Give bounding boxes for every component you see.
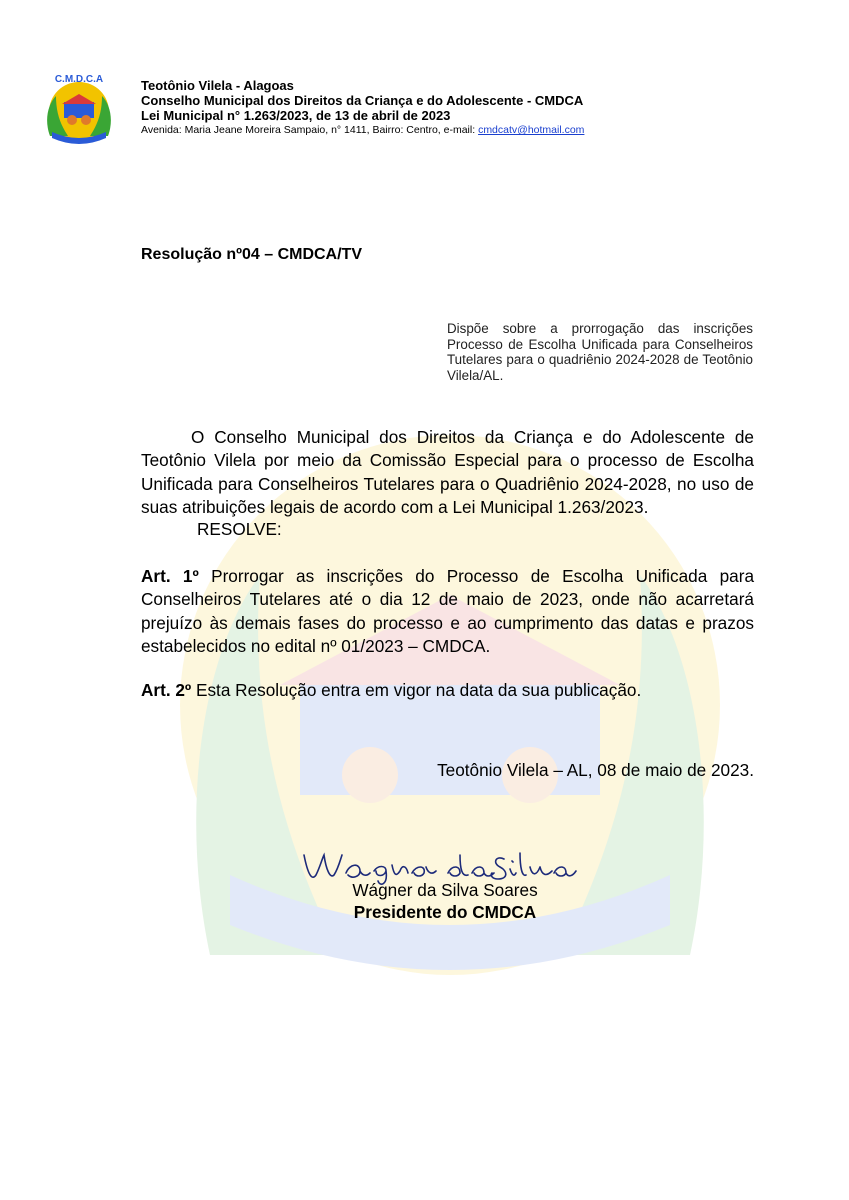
article-1-label: Art. 1º [141,566,199,586]
email-link[interactable]: cmdcatv@hotmail.com [478,124,585,136]
resolution-title: Resolução nº04 – CMDCA/TV [141,246,362,263]
date-line: Teotônio Vilela – AL, 08 de maio de 2023. [437,760,754,780]
svg-text:C.M.D.C.A: C.M.D.C.A [54,74,104,85]
header-council: Conselho Municipal dos Direitos da Criança e do Adolescente - CMDCA [141,93,584,108]
article-2 [141,679,754,702]
signatory-role: Presidente do CMDCA [353,902,537,922]
header-city: Teotônio Vilela - Alagoas [141,78,294,93]
header-law: Lei Municipal n° 1.263/2023, de 13 de abril de 2023 [141,108,451,123]
signatory-name: Wágner da Silva Soares [352,880,538,900]
address-text: Avenida: Maria Jeane Moreira Sampaio, n° 1411, Bairro: Centro, e-mail: [141,124,479,136]
article-2-text: Esta Resolução entra em vigor na data da sua publicação. [191,680,642,700]
article-1-text: Prorrogar as inscrições do Processo de Escolha Unificada para Conselheiros Tutelares até o dia 12 de maio de 2023, onde não acarretará prejuízo às demais fases do processo e ao cumprimento das datas e prazos estabelecidos no edital nº 01/2023 – CMDCA. [141,566,755,657]
header-address [141,123,584,138]
cmdca-seal-icon [42,70,116,146]
preamble-paragraph: O Conselho Municipal dos Direitos da Criança e do Adolescente de Teotônio Vilela por meio da Comissão Especial para o processo de Escolha Unificada para Conselheiros Tutelares para o Quadriênio 2024-2028, no uso de suas atribuições legais de acordo com a Lei Municipal 1.263/2023. [141,427,754,518]
article-1 [141,565,754,659]
letterhead [141,78,584,138]
resolve-label: RESOLVE: [197,519,282,539]
article-2-label: Art. 2º [141,680,192,700]
ementa: Dispõe sobre a prorrogação das inscrições Processo de Escolha Unificada para Conselheiros Tutelares para o quadriênio 2024-2028 de Teotônio Vilela/AL. [447,321,753,383]
